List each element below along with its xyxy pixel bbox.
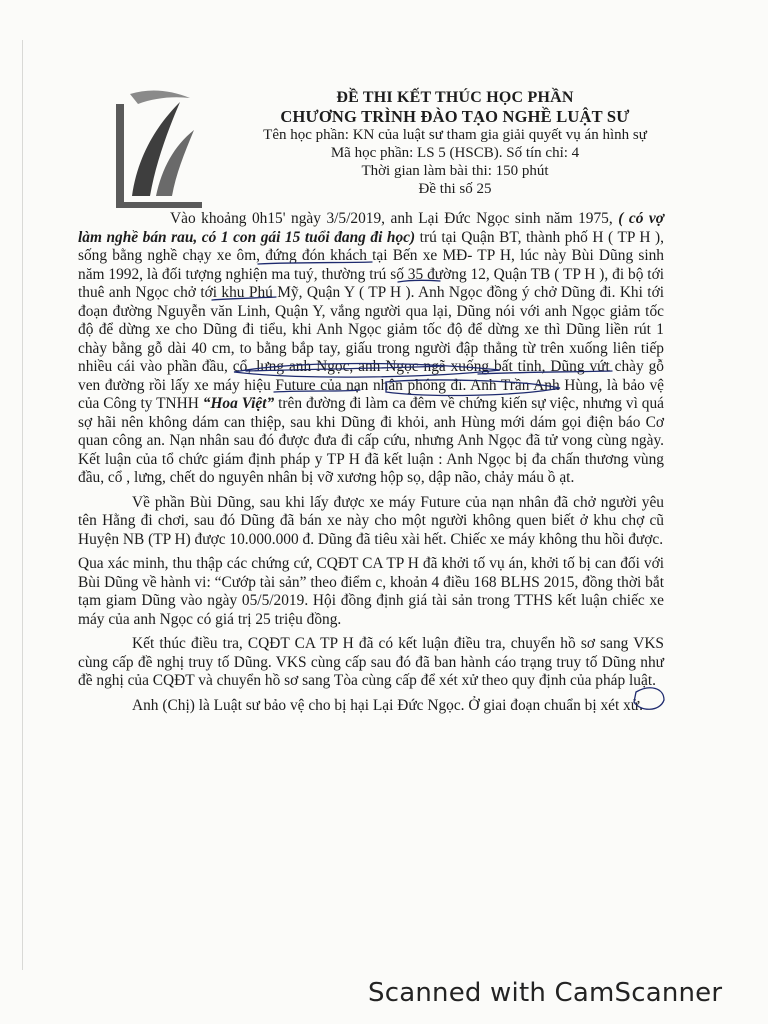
exam-body (78, 210, 664, 715)
text-run: trên đường đi làm ca đêm về chứng kiến sự việc, nhưng vì quá sợ hãi nên không dám can thiệp, sau khi Dũng đi khỏi, anh Hùng mới dám gọi điện báo Cơ quan công an. Nạn nhân sau đó được đưa đi cấp cứu, nhưng Anh Ngọc đã tử vong cùng ngày. Kết luận của tổ chức giám định pháp y TP H đã kết luận : Anh Ngọc bị đa chấn thương vùng đầu, cổ , lưng, chết do nguyên nhân bị vỡ xương hộp sọ, dập não, chảy máu ồ ạt. (78, 395, 664, 486)
course-code: Mã học phần: LS 5 (HSCB). Số tín chỉ: 4 (330, 145, 580, 161)
page-edge-line (22, 40, 23, 970)
exam-duration: Thời gian làm bài thi: 150 phút (361, 163, 549, 179)
exam-title: ĐỀ THI KẾT THÚC HỌC PHẦN (336, 89, 574, 106)
program-title: CHƯƠNG TRÌNH ĐÀO TẠO NGHỀ LUẬT SƯ (280, 107, 630, 126)
exam-number: Đề thi số 25 (418, 181, 492, 197)
paragraph-case-facts (78, 210, 664, 488)
victim-family-note: ( có vợ làm nghề bán rau, có 1 con gái 15 tuổi đang đi học) (78, 210, 664, 246)
course-name: Tên học phần: KN của luật sư tham gia giải quyết vụ án hình sự (263, 127, 647, 143)
text-run: Vào khoảng 0h15' ngày 3/5/2019, anh Lại Đức Ngọc sinh năm 1975, (170, 210, 619, 227)
paragraph-task: Anh (Chị) là Luật sư bảo vệ cho bị hại Lại Đức Ngọc. Ở giai đoạn chuẩn bị xét xử. (132, 696, 643, 714)
camscanner-watermark: Scanned with CamScanner (368, 978, 723, 1008)
paragraph-prosecution: Qua xác minh, thu thập các chứng cứ, CQĐT CA TP H đã khởi tố vụ án, khởi tố bị can đối với Bùi Dũng về hành vi: “Cướp tài sản” theo điểm c, khoản 4 điều 168 BLHS 2015, đồng thời bắt tạm giam Dũng vào ngày 05/5/2019. Hội đồng định giá tài sản trong TTHS kết luận chiếc xe máy của anh Ngọc có giá trị 25 triệu đồng. (78, 555, 664, 628)
paragraph-indictment: Kết thúc điều tra, CQĐT CA TP H đã có kết luận điều tra, chuyển hồ sơ sang VKS cùng cấp đề nghị truy tố Dũng. VKS cùng cấp sau đó đã ban hành cáo trạng truy tố Dũng như đề nghị của CQĐT và chuyển hồ sơ sang Tòa cùng cấp để xét xử theo quy định của pháp luật. (78, 635, 664, 689)
paragraph-motorbike: Về phần Bùi Dũng, sau khi lấy được xe máy Future của nạn nhân đã chở người yêu tên Hằng đi chơi, sau đó Dũng đã bán xe này cho một người không quen biết ở khu chợ cũ Huyện NB (TP H) được 10.000.000 đ. Dũng đã tiêu xài hết. Chiếc xe máy không thu hồi được. (78, 493, 664, 548)
exam-header (220, 88, 690, 198)
text-run: trú tại Quận BT, thành phố H ( TP H ), sống bằng nghề chạy xe ôm, đứng đón khách tại Bến xe MĐ- TP H, lúc này Bùi Dũng sinh năm 1992, là đối tượng nghiện ma tuý, thường trú số 35 đường 12, Quận TB ( TP H ), đi bộ tới thuê anh Ngọc chở tới khu Phú Mỹ, Quận Y ( TP H ). Anh Ngọc đồng ý chở Dũng đi. Khi tới đoạn đường Nguyễn văn Linh, Quận Y, vắng người qua lại, Dũng nói với anh Ngọc giảm tốc độ để dừng xe cho Dũng đi tiểu, khi Anh Ngọc giảm tốc độ để dừng xe thì Dũng liền rút 1 chày bằng gỗ dài 40 cm, to bằng bắp tay, giấu trong người đập thẳng từ trên xuống liên tiếp nhiều cái vào phần đầu, cổ, lưng anh Ngọc, anh Ngọc ngã xuống bất tỉnh, Dũng vứt chày gỗ ven đường rồi lấy xe máy hiệu Future của nạn nhân phóng đi. Anh Trần Anh Hùng, là bảo vệ của Công ty TNHH (78, 228, 664, 412)
university-logo (110, 84, 206, 212)
company-name: “Hoa Việt” (202, 395, 275, 412)
